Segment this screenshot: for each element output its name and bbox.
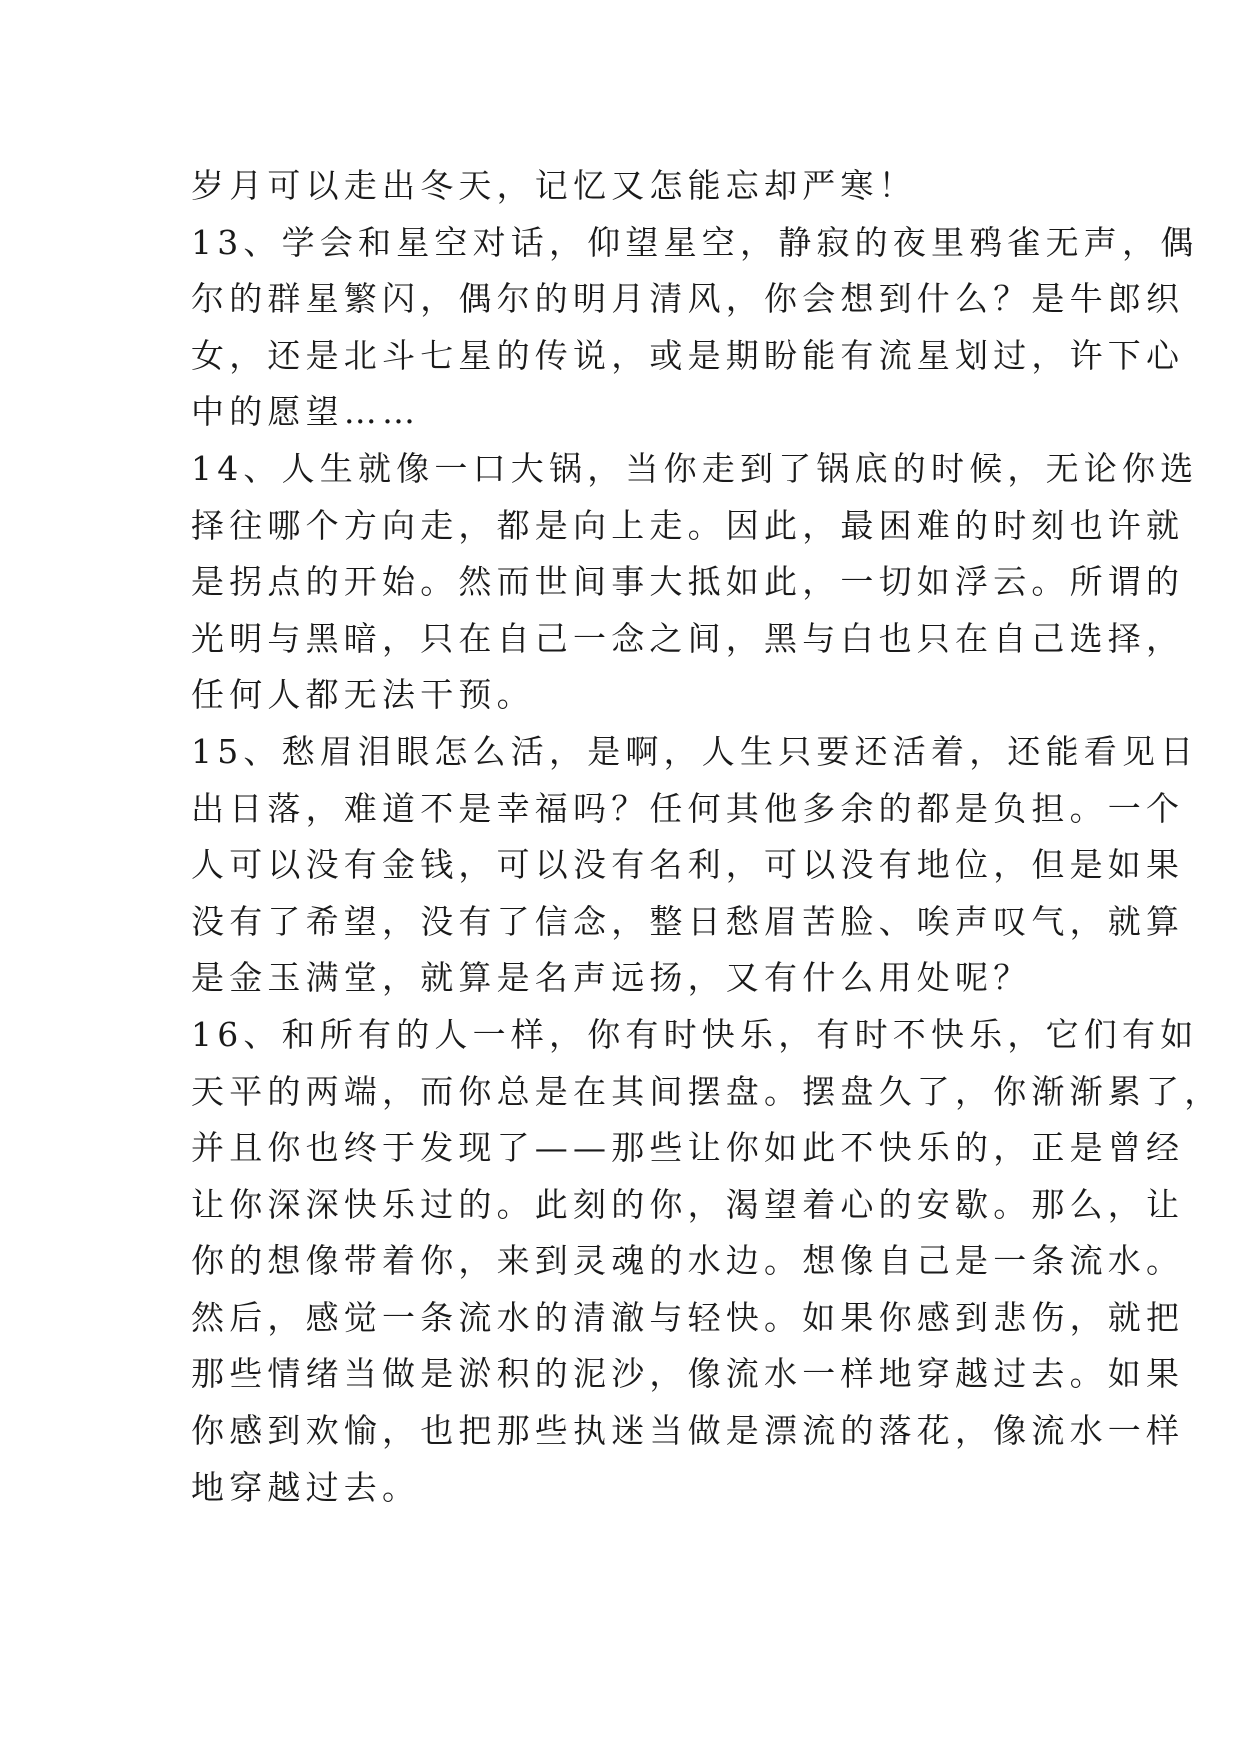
text-line: 光明与黑暗，只在自己一念之间，黑与白也只在自己选择， xyxy=(191,618,1185,658)
text-line: 并且你也终于发现了——那些让你如此不快乐的，正是曾经 xyxy=(191,1128,1185,1168)
document-body xyxy=(191,158,1223,1516)
text-line: 你的想像带着你，来到灵魂的水边。想像自己是一条流水。 xyxy=(191,1241,1185,1281)
text-line: 是金玉满堂，就算是名声远扬，又有什么用处呢？ xyxy=(191,958,1032,998)
text-line: 任何人都无法干预。 xyxy=(191,675,535,715)
text-line: 尔的群星繁闪，偶尔的明月清风，你会想到什么？是牛郎织 xyxy=(191,279,1185,319)
text-line: 你感到欢愉，也把那些执迷当做是漂流的落花，像流水一样 xyxy=(191,1411,1185,1451)
text-line: 人可以没有金钱，可以没有名利，可以没有地位，但是如果 xyxy=(191,845,1185,885)
text-line: 女，还是北斗七星的传说，或是期盼能有流星划过，许下心 xyxy=(191,335,1185,375)
text-line: 择往哪个方向走，都是向上走。因此，最困难的时刻也许就 xyxy=(191,505,1185,545)
text-line: 天平的两端，而你总是在其间摆盘。摆盘久了，你渐渐累了， xyxy=(191,1071,1223,1111)
text-line: 那些情绪当做是淤积的泥沙，像流水一样地穿越过去。如果 xyxy=(191,1354,1185,1394)
text-line: 是拐点的开始。然而世间事大抵如此，一切如浮云。所谓的 xyxy=(191,562,1185,602)
text-line: 让你深深快乐过的。此刻的你，渴望着心的安歇。那么，让 xyxy=(191,1184,1185,1224)
text-line: 地穿越过去。 xyxy=(191,1467,421,1507)
text-line: 出日落，难道不是幸福吗？任何其他多余的都是负担。一个 xyxy=(191,788,1185,828)
text-line: 16、和所有的人一样，你有时快乐，有时不快乐，它们有如 xyxy=(191,1014,1199,1054)
text-line: 岁月可以走出冬天，记忆又怎能忘却严寒！ xyxy=(191,166,917,205)
text-line: 13、学会和星空对话，仰望星空，静寂的夜里鸦雀无声，偶 xyxy=(191,222,1199,262)
text-line: 然后，感觉一条流水的清澈与轻快。如果你感到悲伤，就把 xyxy=(191,1297,1185,1337)
text-line: 14、人生就像一口大锅，当你走到了锅底的时候，无论你选 xyxy=(191,448,1199,488)
text-line: 中的愿望…… xyxy=(191,392,421,432)
text-line: 15、愁眉泪眼怎么活，是啊，人生只要还活着，还能看见日 xyxy=(191,731,1199,771)
text-line: 没有了希望，没有了信念，整日愁眉苦脸、唉声叹气，就算 xyxy=(191,901,1185,941)
